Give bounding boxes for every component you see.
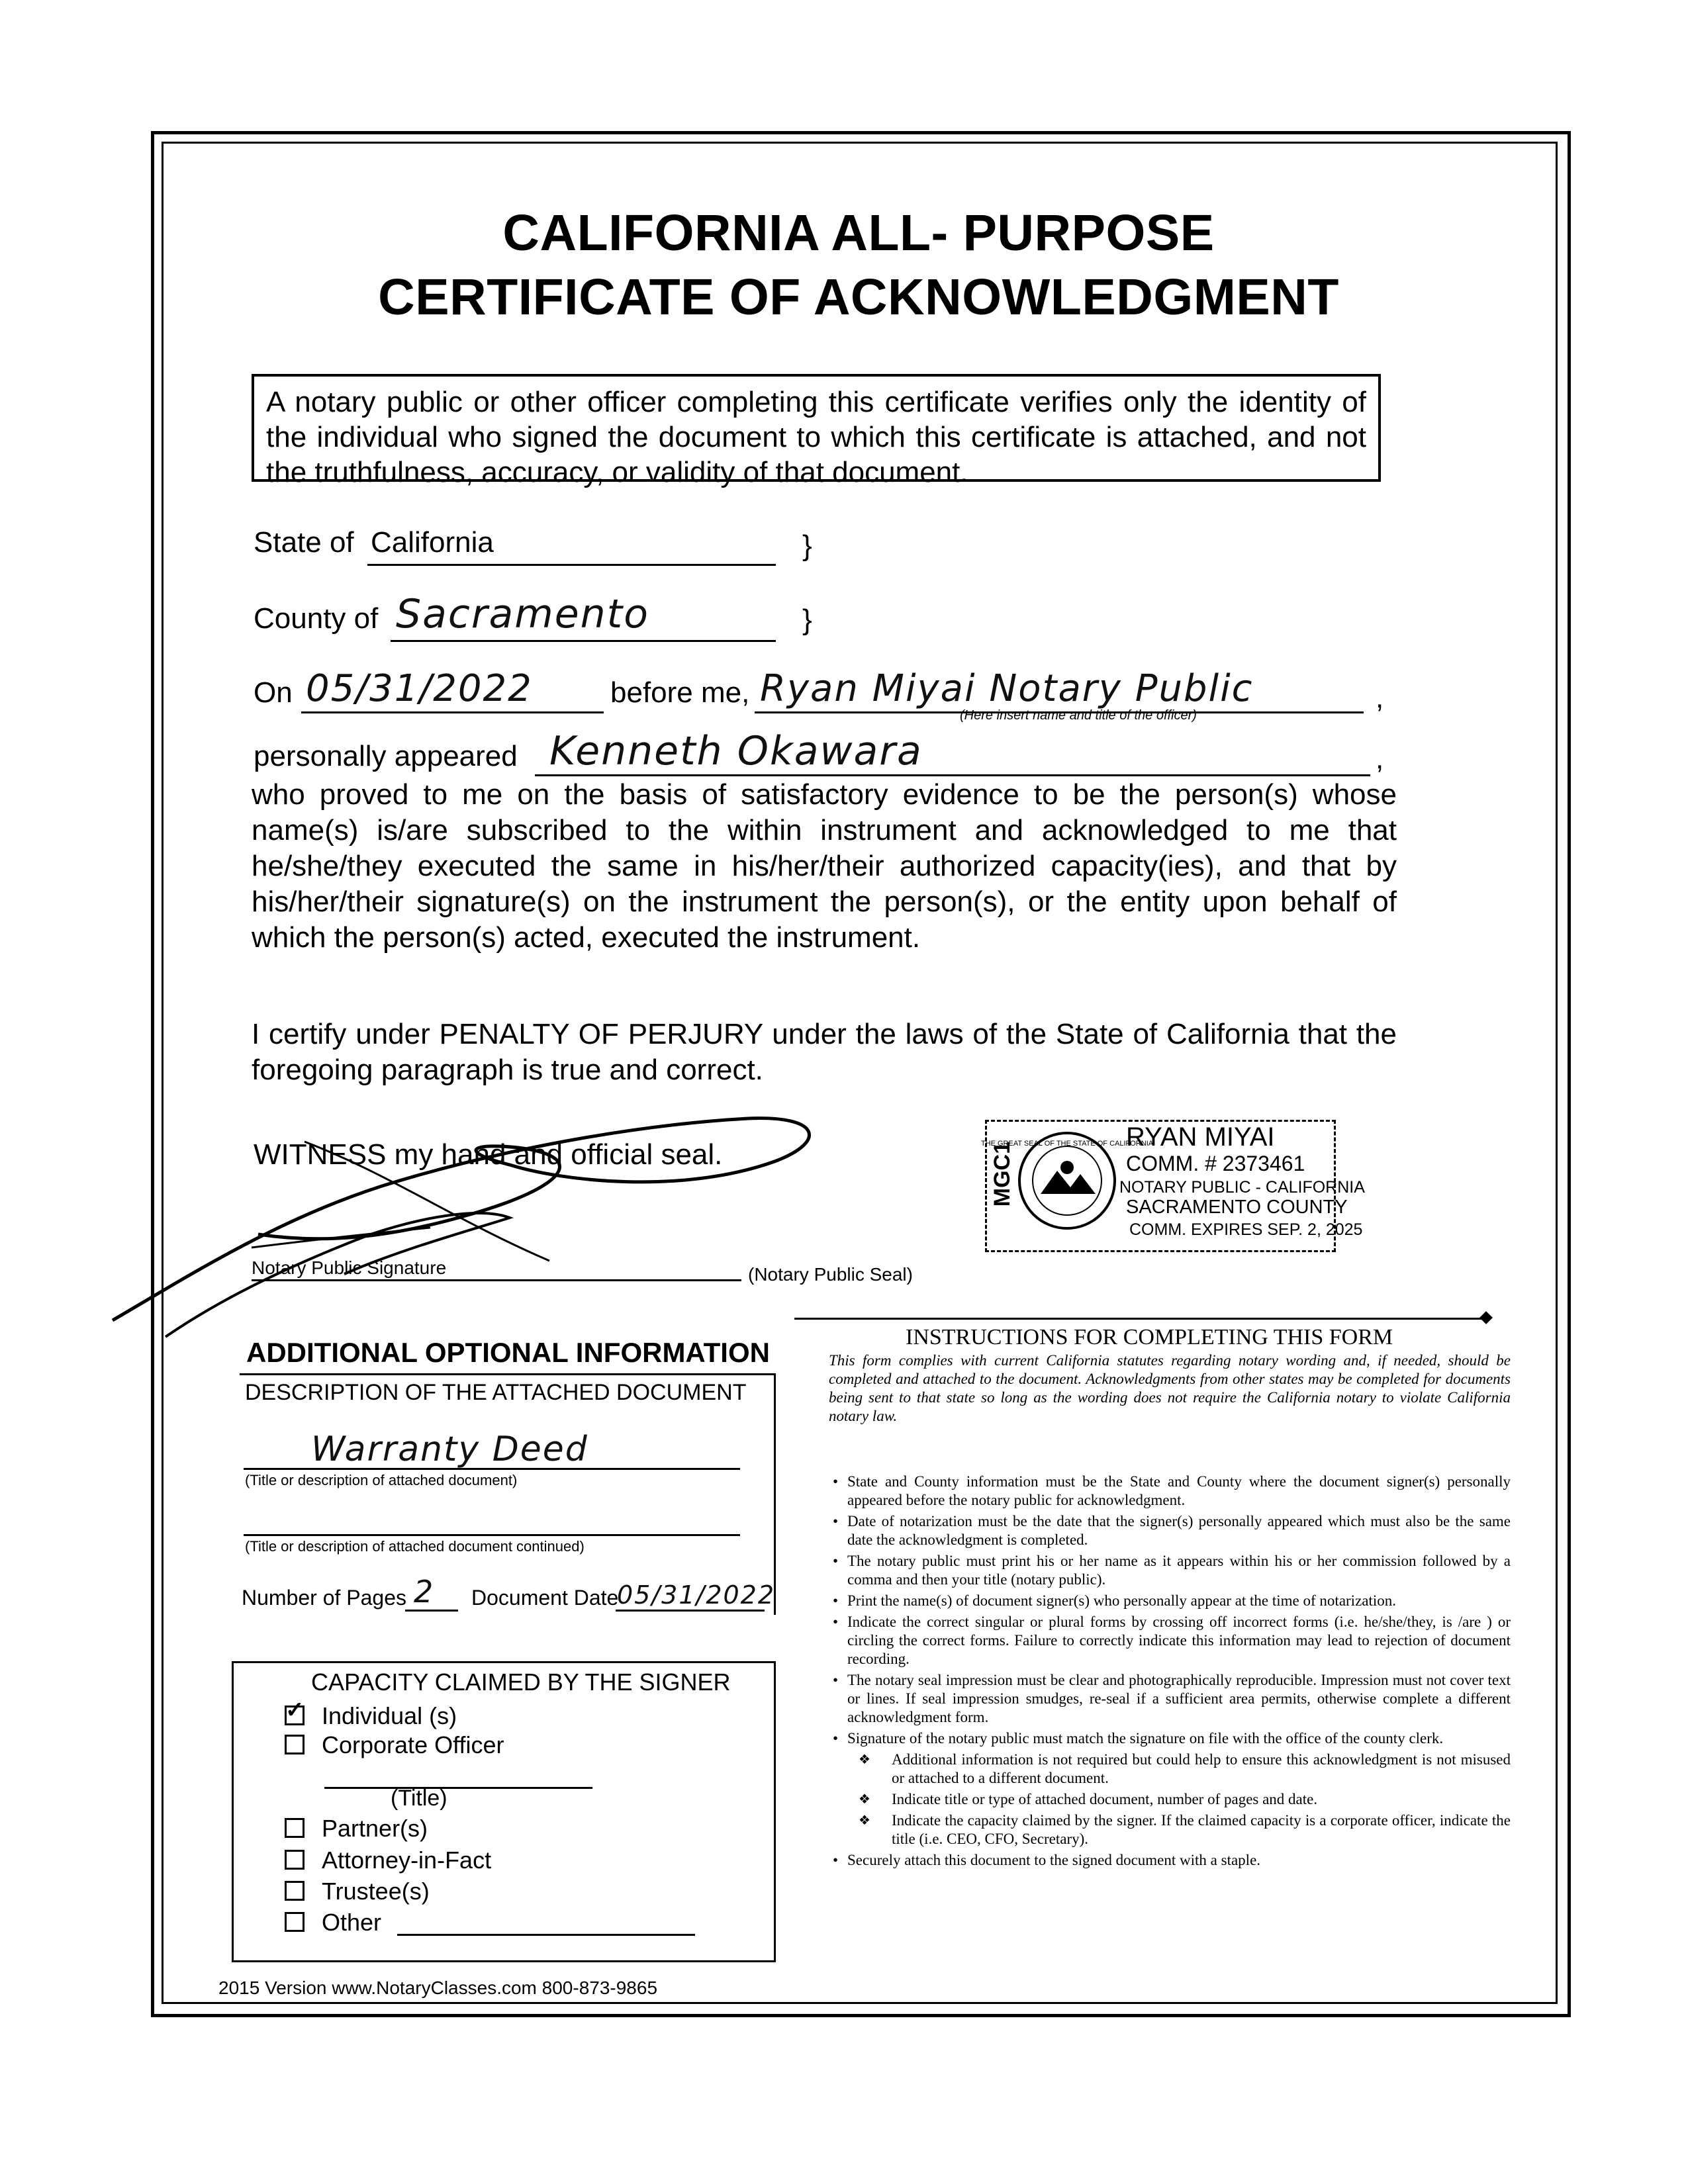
capacity-individual[interactable]	[285, 1698, 457, 1730]
state-value[interactable]: California	[371, 526, 494, 559]
instruction-item: • The notary public must print his or her name as it appears within his or her commission followed by a comma and then your title (notary public).	[847, 1552, 1511, 1589]
appeared-label: personally appeared	[254, 740, 518, 772]
state-line	[367, 564, 776, 566]
county-brace: }	[802, 604, 812, 636]
on-label: On	[254, 676, 293, 709]
appeared-comma: ,	[1376, 743, 1384, 775]
seal-line3: NOTARY PUBLIC - CALIFORNIA	[1119, 1178, 1365, 1197]
seal-label: (Notary Public Seal)	[748, 1264, 913, 1285]
title-line-1: CALIFORNIA ALL- PURPOSE	[502, 205, 1215, 261]
doc-title-value[interactable]: Warranty Deed	[311, 1430, 588, 1469]
capacity-trustee[interactable]	[285, 1878, 430, 1905]
seal-expires: COMM. EXPIRES SEP. 2, 2025	[1129, 1220, 1363, 1239]
capacity-corporate-officer-label: Corporate Officer	[322, 1731, 504, 1758]
other-line	[397, 1934, 695, 1936]
notary-signature	[86, 1102, 834, 1340]
checkbox-trustee[interactable]	[285, 1881, 305, 1901]
state-brace: }	[802, 529, 812, 562]
pages-value[interactable]: 2	[414, 1574, 435, 1610]
instructions-list	[829, 1473, 1511, 1872]
instruction-subitem: ❖ Additional information is not required but could help to ensure this acknowledgment is not misused or attached to a different document.	[892, 1751, 1511, 1788]
capacity-individual-label: Individual (s)	[322, 1702, 457, 1729]
seal-emblem-text: THE GREAT SEAL OF THE STATE OF CALIFORNIA	[980, 1140, 1154, 1148]
county-value[interactable]: Sacramento	[396, 591, 649, 637]
officer-hint: (Here insert name and title of the officer)	[960, 708, 1197, 723]
instruction-item: • Securely attach this document to the signed document with a staple.	[847, 1851, 1511, 1870]
officer-comma: ,	[1376, 682, 1384, 714]
instruction-item: • Date of notarization must be the date that the signer(s) personally appeared which must also be the same date the acknowledgment is completed.	[847, 1512, 1511, 1549]
doc-date-line	[616, 1610, 765, 1612]
capacity-partner[interactable]	[285, 1815, 428, 1843]
state-label: State of	[254, 526, 354, 559]
officer-title-line	[324, 1787, 592, 1789]
date-line	[301, 711, 604, 713]
additional-heading: ADDITIONAL OPTIONAL INFORMATION	[246, 1337, 770, 1368]
seal-line4: SACRAMENTO COUNTY	[1126, 1197, 1348, 1218]
checkbox-partner[interactable]	[285, 1818, 305, 1838]
section-divider	[794, 1318, 1486, 1320]
doc-title-line-2	[244, 1534, 740, 1536]
before-me-label: before me,	[610, 676, 750, 709]
instructions-heading: INSTRUCTIONS FOR COMPLETING THIS FORM	[906, 1325, 1393, 1349]
doc-title-hint-2: (Title or description of attached document continued)	[245, 1538, 585, 1555]
signature-label: Notary Public Signature	[252, 1257, 447, 1278]
description-box	[240, 1373, 776, 1615]
capacity-other[interactable]	[285, 1909, 381, 1936]
capacity-other-label: Other	[322, 1909, 382, 1936]
pages-line	[405, 1610, 458, 1612]
seal-side-code: MGC1	[990, 1142, 1015, 1207]
notary-seal	[980, 1120, 1365, 1252]
capacity-trustee-label: Trustee(s)	[322, 1878, 430, 1905]
instruction-item: • Signature of the notary public must match the signature on file with the office of the county clerk.	[847, 1729, 1511, 1748]
checkbox-attorney-in-fact[interactable]	[285, 1850, 305, 1870]
officer-title-label: (Title)	[391, 1786, 447, 1811]
checkbox-individual[interactable]	[285, 1698, 305, 1725]
checkbox-other[interactable]	[285, 1912, 305, 1932]
instruction-subitem: ❖ Indicate the capacity claimed by the signer. If the claimed capacity is a corporate officer, indicate the title (i.e. CEO, CFO, Secretary).	[892, 1811, 1511, 1848]
instruction-subitem: ❖ Indicate title or type of attached document, number of pages and date.	[892, 1790, 1511, 1809]
footer-version: 2015 Version www.NotaryClasses.com 800-873-9865	[218, 1978, 658, 1998]
instruction-item: • State and County information must be the State and County where the document signer(s) personally appeared before the notary public for acknowledgment.	[847, 1473, 1511, 1510]
county-line	[391, 640, 776, 642]
acknowledgment-body: who proved to me on the basis of satisfactory evidence to be the person(s) whose name(s) is/are subscribed to the within instrument and acknowledged to me that he/she/they executed the same in his/her/their authorized capacity(ies), and that by his/her/their signature(s) on the instrument the person(s), or the entity upon behalf of which the person(s) acted, executed the instrument.	[252, 778, 1397, 954]
capacity-corporate-officer[interactable]	[285, 1731, 504, 1759]
notice-box: A notary public or other officer completing this certificate verifies only the identity of the individual who signed the document to which this certificate is attached, and not the truthfulness, accuracy, or validity of that document.	[252, 374, 1381, 482]
perjury-statement: I certify under PENALTY OF PERJURY under the laws of the State of California that the foregoing paragraph is true and correct.	[252, 1018, 1397, 1086]
appeared-line	[535, 774, 1370, 776]
description-heading: DESCRIPTION OF THE ATTACHED DOCUMENT	[245, 1380, 747, 1405]
appeared-value[interactable]: Kenneth Okawara	[549, 728, 923, 774]
capacity-partner-label: Partner(s)	[322, 1815, 428, 1842]
capacity-attorney-in-fact[interactable]	[285, 1846, 491, 1874]
doc-date-value[interactable]: 05/31/2022	[617, 1580, 776, 1610]
county-label: County of	[254, 602, 379, 635]
instruction-item: • Indicate the correct singular or plural forms by crossing off incorrect forms (i.e. he/she/they, is /are ) or circling the correct forms. Failure to correctly indicate this information may lead to rejection of document recording.	[847, 1613, 1511, 1668]
officer-value[interactable]: Ryan Miyai Notary Public	[760, 667, 1254, 710]
doc-date-label: Document Date	[471, 1586, 619, 1610]
title-line-2: CERTIFICATE OF ACKNOWLEDGMENT	[378, 269, 1339, 326]
instruction-item: • The notary seal impression must be clear and photographically reproducible. Impression must not cover text or lines. If seal impression smudges, re-seal if a sufficient area permits, otherwise complete a different acknowledgment form.	[847, 1671, 1511, 1727]
checkmark-icon: ✓	[285, 1698, 305, 1723]
date-value[interactable]: 05/31/2022	[306, 667, 533, 710]
doc-title-hint: (Title or description of attached document)	[245, 1472, 518, 1488]
pages-label: Number of Pages	[242, 1586, 407, 1610]
instruction-item: • Print the name(s) of document signer(s) who personally appear at the time of notarization.	[847, 1592, 1511, 1610]
seal-name: RYAN MIYAI	[1126, 1122, 1275, 1152]
checkbox-corporate-officer[interactable]	[285, 1735, 305, 1754]
instructions-intro: This form complies with current California statutes regarding notary wording and, if needed, should be completed and attached to the document. Acknowledgments from other states may be completed for documents being sent to that state so long as the wording does not require the California notary to violate California notary law.	[829, 1352, 1511, 1424]
capacity-attorney-in-fact-label: Attorney-in-Fact	[322, 1846, 492, 1874]
seal-commission: COMM. # 2373461	[1126, 1152, 1305, 1175]
witness-label: WITNESS my hand and official seal.	[254, 1138, 723, 1171]
capacity-heading: CAPACITY CLAIMED BY THE SIGNER	[311, 1668, 731, 1696]
